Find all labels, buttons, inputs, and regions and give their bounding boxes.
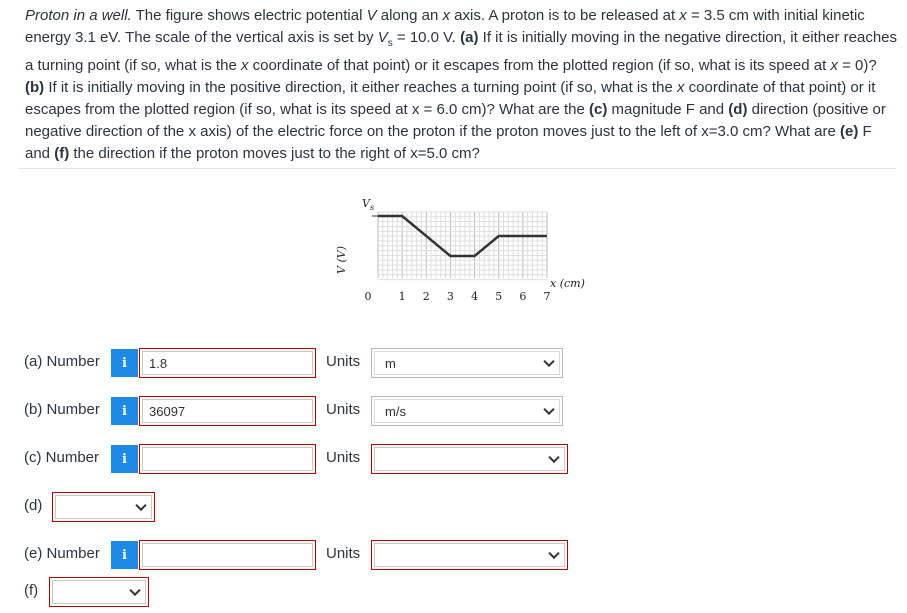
divider xyxy=(18,168,896,169)
answer-c-units-label: Units xyxy=(326,449,361,466)
info-icon[interactable]: i xyxy=(111,397,138,425)
x-tick-label: 0 xyxy=(364,290,372,303)
y-axis-label: V (V) xyxy=(335,246,348,274)
answer-e-units-label: Units xyxy=(326,545,361,562)
chevron-down-icon xyxy=(543,356,554,367)
potential-graph xyxy=(300,190,620,315)
answer-a-label: (a) Number xyxy=(24,353,100,370)
info-icon[interactable]: i xyxy=(111,541,138,569)
chevron-down-icon xyxy=(135,500,146,511)
answer-d-label: (d) xyxy=(24,497,43,514)
vs-label: $V_s$ xyxy=(362,197,375,212)
answer-e-input[interactable] xyxy=(139,540,316,570)
chevron-down-icon xyxy=(129,585,140,596)
potential-figure xyxy=(300,190,620,315)
x-tick-label: 4 xyxy=(471,290,479,303)
answer-f-label: (f) xyxy=(24,582,39,599)
problem-title: Proton in a well. xyxy=(25,7,132,24)
answer-e-label: (e) Number xyxy=(24,545,100,562)
x-tick-labels xyxy=(365,290,551,303)
answer-b-input[interactable]: 36097 xyxy=(139,396,316,426)
x-tick-label: 6 xyxy=(519,290,527,303)
x-tick-label: 7 xyxy=(543,290,551,303)
answer-c-input[interactable] xyxy=(139,444,316,474)
x-tick-label: 1 xyxy=(398,290,406,303)
problem-statement: Proton in a well. The figure shows electric potential V along an x axis. A proton is to be released at x = 3.5 cm with initial kinetic energy 3.1 eV. The scale of the vertical axis is set by $V_s = 10.0$ V. (a) If it is initially moving in the negative direction, it either reaches a turning point (if so, what is the x coordinate of that point) or it escapes from the plotted region (if so, what is its speed at x = 0)? (b) If it is initially moving in the positive direction, it either reaches a turning point (if so, what is the x coordinate of that point) or it escapes from the plotted region (if so, what is its speed at x = 6.0 cm)? What are the (c) magnitude F and (d) direction (positive or negative direction of the x axis) of the electric force on the proton if the proton moves just to the left of x=3.0 cm? What are (e) F and (f) the direction if the proton moves just to the right of x=5.0 cm? xyxy=(25,7,898,162)
answer-a-units-label: Units xyxy=(326,353,361,370)
chevron-down-icon xyxy=(548,548,559,559)
x-tick-label: 3 xyxy=(446,290,454,303)
chevron-down-icon xyxy=(543,404,554,415)
x-tick-label: 5 xyxy=(495,290,503,303)
info-icon[interactable]: i xyxy=(111,445,138,473)
answer-a-unit-select[interactable]: m xyxy=(371,348,563,378)
answer-c-label: (c) Number xyxy=(24,449,100,466)
info-icon[interactable]: i xyxy=(111,349,138,377)
answer-c-unit-select[interactable] xyxy=(371,444,568,474)
answer-b-unit-select[interactable]: m/s xyxy=(371,396,563,426)
answer-d-direction-select[interactable] xyxy=(52,492,155,522)
answer-a-input[interactable]: 1.8 xyxy=(139,348,316,378)
answer-b-label: (b) Number xyxy=(24,401,100,418)
answer-e-unit-select[interactable] xyxy=(371,540,568,570)
answer-b-units-label: Units xyxy=(326,401,361,418)
graph-grid xyxy=(372,212,547,280)
answer-f-direction-select[interactable] xyxy=(49,577,149,607)
x-tick-label: 2 xyxy=(422,290,430,303)
x-axis-label: x (cm) xyxy=(550,277,585,290)
chevron-down-icon xyxy=(548,452,559,463)
